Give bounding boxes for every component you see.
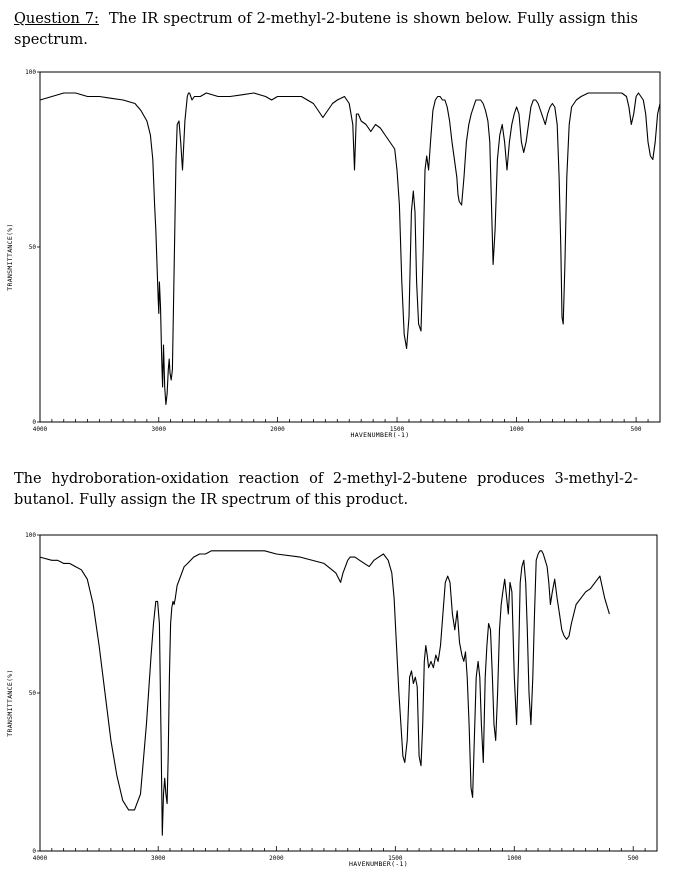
y-tick-label: 50 — [28, 244, 36, 251]
question-8-text: The hydroboration-oxidation reaction of 2-methyl-2-butene produces 3-methyl-2-butanol. Fully assign the IR spectrum of this product. — [14, 471, 638, 508]
x-tick-label: 1500 — [389, 426, 405, 433]
x-tick-label: 500 — [630, 426, 642, 433]
x-tick-label: 500 — [627, 855, 639, 862]
ir-spectrum-chart-2 — [0, 526, 678, 881]
ir-spectrum-svg-2 — [0, 526, 678, 881]
question-7-body: The IR spectrum of 2-methyl-2-butene is shown below. Fully assign this spectrum. — [14, 11, 638, 48]
spectrum-trace — [40, 93, 660, 405]
x-axis-title: HAVENUMBER(-1) — [350, 431, 410, 439]
y-tick-label: 0 — [32, 419, 36, 426]
plot-frame — [40, 72, 660, 422]
x-tick-label: 1000 — [507, 855, 522, 862]
y-axis-title: TRANSMITTANCE(%) — [6, 223, 14, 291]
x-tick-label: 4000 — [32, 855, 48, 862]
x-axis-ticks — [40, 846, 657, 851]
y-tick-label: 50 — [28, 690, 36, 697]
y-tick-label: 100 — [25, 532, 36, 539]
spectrum-trace — [40, 551, 609, 835]
ir-spectrum-svg-1 — [0, 62, 678, 462]
plot-frame — [40, 535, 657, 851]
question-7-label: Question 7: — [14, 11, 99, 27]
x-tick-label: 4000 — [32, 426, 48, 433]
question-7-text — [14, 9, 638, 51]
x-tick-label: 1500 — [388, 855, 403, 862]
x-tick-label: 2000 — [270, 426, 285, 433]
x-tick-label: 3000 — [150, 855, 166, 862]
x-tick-label: 1000 — [509, 426, 524, 433]
ir-spectrum-chart-1 — [0, 62, 678, 462]
x-axis-title: HAVENUMBER(-1) — [349, 860, 408, 868]
x-tick-label: 3000 — [151, 426, 166, 433]
y-tick-label: 100 — [25, 69, 36, 76]
y-axis-title: TRANSMITTANCE(%) — [6, 669, 14, 737]
x-tick-label: 2000 — [269, 855, 284, 862]
y-tick-label: 0 — [32, 848, 36, 855]
x-axis-ticks — [40, 417, 660, 422]
